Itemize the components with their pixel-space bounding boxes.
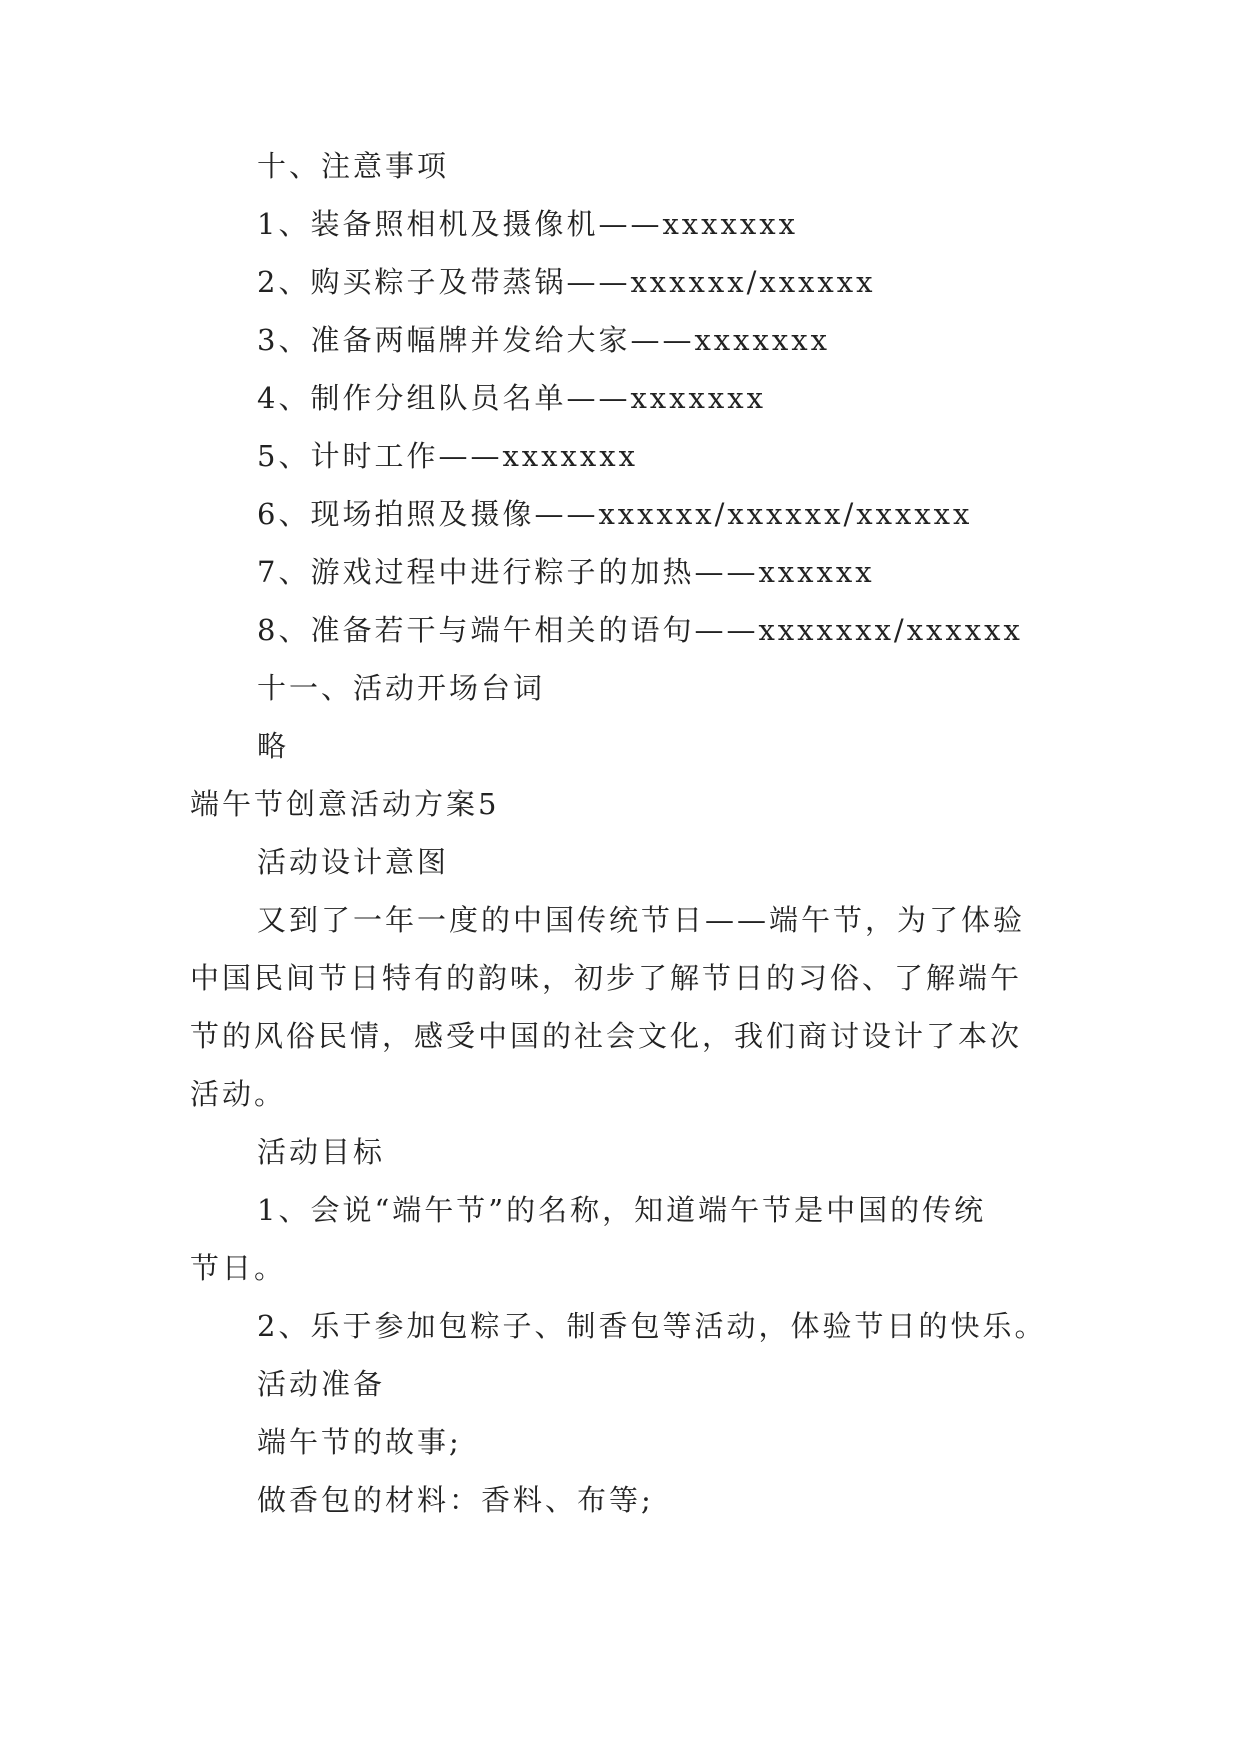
goal-line-3: 2、乐于参加包粽子、制香包等活动，体验节日的快乐。 — [257, 1309, 1047, 1343]
prep-heading: 活动准备 — [257, 1367, 386, 1401]
intent-line-4: 活动。 — [190, 1077, 287, 1111]
section-10-heading: 十、注意事项 — [257, 149, 450, 183]
intent-line-1: 又到了一年一度的中国传统节日——端午节，为了体验 — [257, 903, 1026, 937]
notice-item-5: 5、计时工作——xxxxxxx — [257, 439, 638, 473]
notice-item-7: 7、游戏过程中进行粽子的加热——xxxxxx — [257, 555, 875, 589]
goal-heading: 活动目标 — [257, 1135, 386, 1169]
intent-line-2: 中国民间节日特有的韵味，初步了解节日的习俗、了解端午 — [190, 961, 1023, 995]
prep-item-2: 做香包的材料：香料、布等; — [257, 1483, 654, 1517]
section-11-heading: 十一、活动开场台词 — [257, 671, 546, 705]
intent-heading: 活动设计意图 — [257, 845, 450, 879]
intent-line-3: 节的风俗民情，感受中国的社会文化，我们商讨设计了本次 — [190, 1019, 1023, 1053]
notice-item-8: 8、准备若干与端午相关的语句——xxxxxxx/xxxxxx — [257, 613, 1023, 647]
goal-line-2: 节日。 — [190, 1251, 287, 1285]
notice-item-2: 2、购买粽子及带蒸锅——xxxxxx/xxxxxx — [257, 265, 876, 299]
goal-line-1: 1、会说“端午节”的名称，知道端午节是中国的传统 — [257, 1193, 987, 1227]
plan-5-title: 端午节创意活动方案5 — [190, 787, 500, 821]
section-11-body: 略 — [257, 729, 290, 763]
notice-item-4: 4、制作分组队员名单——xxxxxxx — [257, 381, 766, 415]
notice-item-1: 1、装备照相机及摄像机——xxxxxxx — [257, 207, 798, 241]
notice-item-6: 6、现场拍照及摄像——xxxxxx/xxxxxx/xxxxxx — [257, 497, 973, 531]
prep-item-1: 端午节的故事; — [257, 1425, 462, 1459]
notice-item-3: 3、准备两幅牌并发给大家——xxxxxxx — [257, 323, 830, 357]
